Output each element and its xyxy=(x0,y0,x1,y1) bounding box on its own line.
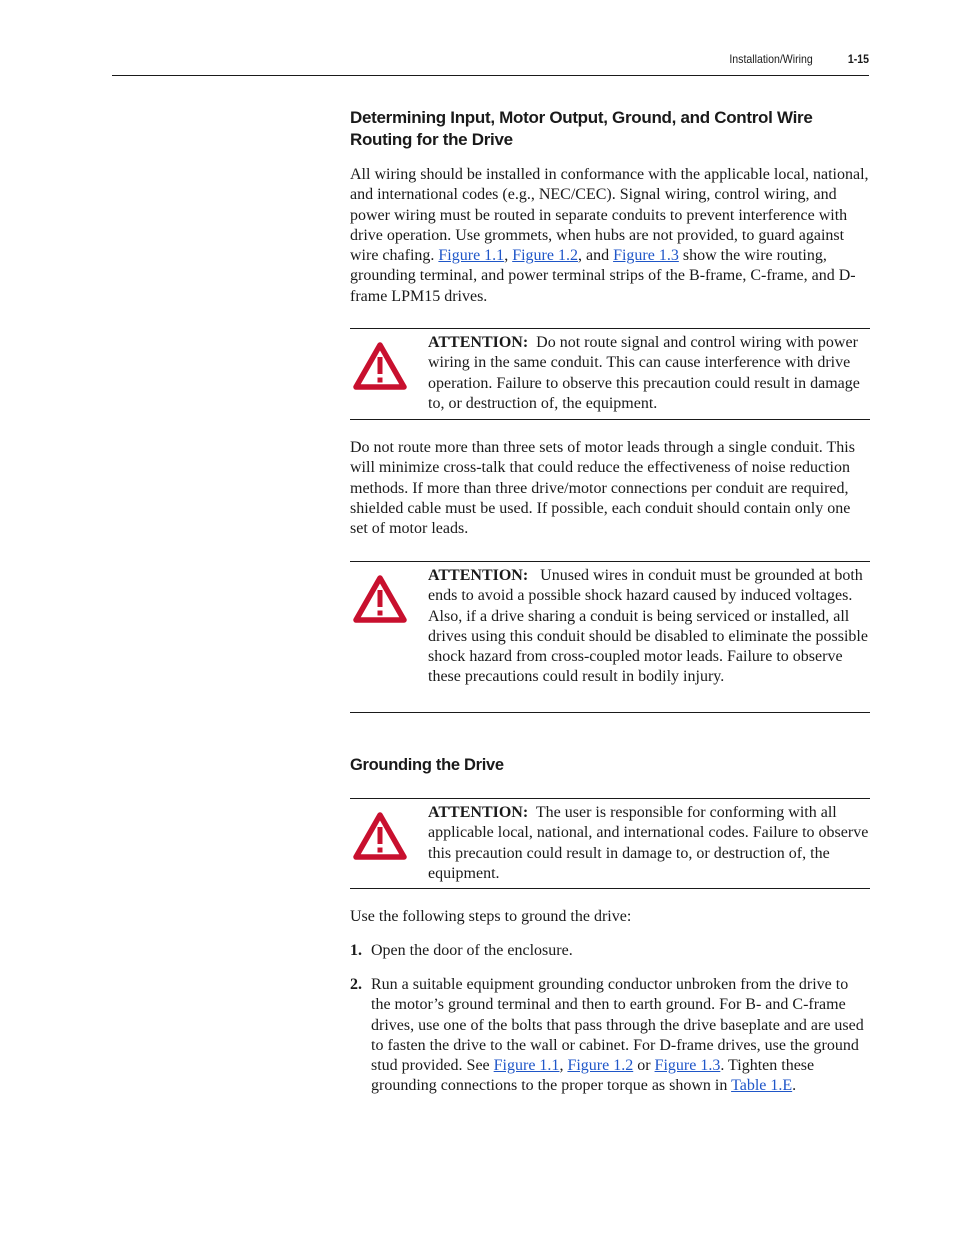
link-figure-1-1[interactable]: Figure 1.1 xyxy=(438,247,505,265)
attention-text xyxy=(428,333,870,414)
step-number: 2. xyxy=(350,976,362,993)
link-figure-1-2[interactable]: Figure 1.2 xyxy=(567,1057,634,1075)
text-run: All wiring should be installed in conformance with the applicable local, national, and international codes (e.g., NEC/CEC). Signal wiring, control wiring, and power wiring must be routed in separate conduits to prevent interference with drive operation. Use grommets, when hubs are not provided, to guard against wire chafing. xyxy=(350,166,869,265)
step-1 xyxy=(350,941,870,961)
text-run: Run a suitable equipment grounding conductor unbroken from the drive to the motor’s ground terminal and then to earth ground. For B- and C-frame drives, use one of the bolts that pass through the drive baseplate and are used to fasten the drive to the wall or cabinet. For D-frame drives, use the ground stud provided. See xyxy=(371,976,864,1075)
page-number: 1-15 xyxy=(847,52,869,66)
attention-label: ATTENTION: xyxy=(428,334,529,351)
step-2 xyxy=(350,975,870,1097)
attention-text xyxy=(428,566,870,688)
paragraph-text: Do not route more than three sets of motor leads through a single conduit. This will minimize cross-talk that could reduce the effectiveness of noise reduction methods. If more than three drive/motor connections per conduit are required, shielded cable must be used. If possible, each conduit should contain only one set of motor leads. xyxy=(350,439,855,538)
section-heading-wire-routing: Determining Input, Motor Output, Ground, and Control Wire Routing for the Drive xyxy=(350,108,813,149)
attention-box-conduit xyxy=(350,328,870,420)
link-figure-1-3[interactable]: Figure 1.3 xyxy=(654,1057,721,1075)
paragraph-steps-intro xyxy=(350,907,870,927)
text-run: . Tighten these grounding connections to the proper torque as shown in xyxy=(371,1057,815,1095)
step-number: 1. xyxy=(350,942,362,959)
running-header-section: Installation/Wiring xyxy=(729,52,813,66)
link-table-1-e[interactable]: Table 1.E xyxy=(731,1077,793,1095)
attention-message: Unused wires in conduit must be grounded at both ends to avoid a possible shock hazard caused by induced voltages. Also, if a drive sharing a conduit is being serviced or installed, all drives using this conduit should be disabled to eliminate the possible shock hazard from cross-coupled motor leads. Failure to observe these precautions could result in bodily injury. xyxy=(428,567,868,686)
text-run: show the wire routing, grounding terminal, and power terminal strips of the B-frame, C-frame, and D-frame LPM15 drives. xyxy=(350,247,856,305)
warning-triangle-icon xyxy=(353,575,407,623)
page-header xyxy=(0,0,954,77)
text-run: , and xyxy=(577,247,614,265)
warning-triangle-icon xyxy=(353,342,407,390)
warning-triangle-icon xyxy=(353,812,407,860)
link-figure-1-2[interactable]: Figure 1.2 xyxy=(512,247,578,265)
text-run: or xyxy=(633,1057,655,1075)
paragraph-wiring-codes xyxy=(350,165,870,307)
section-heading-grounding: Grounding the Drive xyxy=(350,756,504,774)
attention-message: Do not route signal and control wiring with power wiring in the same conduit. This can cause interference with drive operation. Failure to observe this precaution could result in damage to, or destruction of, the equipment. xyxy=(428,334,860,412)
attention-message: The user is responsible for conforming with all applicable local, national, and international codes. Failure to observe this precaution could result in damage to, or destruction of, the equipment. xyxy=(428,804,869,882)
text-run: , xyxy=(559,1057,568,1075)
attention-box-unused-wires xyxy=(350,561,870,713)
paragraph-motor-leads xyxy=(350,438,870,539)
step-text: Open the door of the enclosure. xyxy=(371,942,573,959)
link-figure-1-3[interactable]: Figure 1.3 xyxy=(613,247,679,265)
attention-label: ATTENTION: xyxy=(428,804,529,821)
attention-text xyxy=(428,803,870,884)
attention-box-codes xyxy=(350,798,870,889)
paragraph-text xyxy=(350,165,870,307)
paragraph-text: Use the following steps to ground the drive: xyxy=(350,908,632,925)
link-figure-1-1[interactable]: Figure 1.1 xyxy=(493,1057,560,1075)
step-text xyxy=(371,975,870,1097)
text-run: . xyxy=(792,1077,797,1095)
text-run: , xyxy=(504,247,513,265)
attention-label: ATTENTION: xyxy=(428,567,529,584)
section-heading-block xyxy=(350,107,870,151)
section-heading-block xyxy=(350,754,870,776)
header-rule xyxy=(112,75,869,76)
